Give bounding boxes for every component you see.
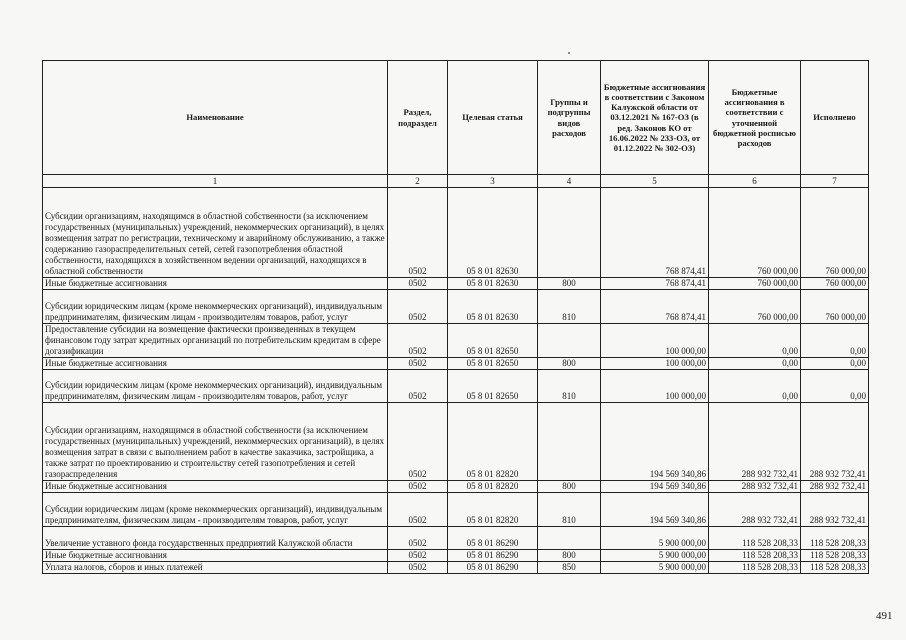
row-name: Субсидии организациям, находящимся в областной собственности (за исключением государственных (муниципальных) учреждений, некоммерческих организаций), в целях возмещения затрат по регистрации, техническому и аварийному обслуживанию, а также содержанию газораспределительных сетей, сетей газопотребления областной собственности, находящихся в хозяйственном ведении организаций, находящихся в областной собственности <box>43 188 388 278</box>
row-budget-law: 5 900 000,00 <box>601 527 709 550</box>
row-section: 0502 <box>388 550 448 562</box>
row-executed: 760 000,00 <box>801 290 869 324</box>
row-section: 0502 <box>388 403 448 481</box>
row-executed: 760 000,00 <box>801 278 869 290</box>
row-budget-law: 194 569 340,86 <box>601 481 709 493</box>
row-budget-refined: 288 932 732,41 <box>709 493 801 527</box>
table-row <box>43 370 869 403</box>
row-section: 0502 <box>388 290 448 324</box>
table-body <box>43 188 869 574</box>
table-row <box>43 403 869 481</box>
table-row <box>43 562 869 574</box>
table-row <box>43 188 869 278</box>
row-budget-refined: 760 000,00 <box>709 290 801 324</box>
row-group: 800 <box>538 550 601 562</box>
row-executed: 118 528 208,33 <box>801 562 869 574</box>
column-number: 3 <box>448 175 538 188</box>
row-name: Субсидии юридическим лицам (кроме некоммерческих организаций), индивидуальным предпринимателям, физическим лицам - производителям товаров, работ, услуг <box>43 370 388 403</box>
row-group: 800 <box>538 481 601 493</box>
header-section: Раздел, подраздел <box>388 61 448 175</box>
row-section: 0502 <box>388 481 448 493</box>
header-target: Целевая статья <box>448 61 538 175</box>
row-target: 05 8 01 82630 <box>448 278 538 290</box>
row-target: 05 8 01 82650 <box>448 370 538 403</box>
row-budget-refined: 118 528 208,33 <box>709 562 801 574</box>
header-row <box>43 61 869 175</box>
row-executed: 0,00 <box>801 358 869 370</box>
row-section: 0502 <box>388 324 448 358</box>
budget-table-sheet <box>42 60 868 574</box>
table-row <box>43 493 869 527</box>
row-executed: 0,00 <box>801 370 869 403</box>
row-budget-refined: 118 528 208,33 <box>709 550 801 562</box>
row-budget-refined: 118 528 208,33 <box>709 527 801 550</box>
row-section: 0502 <box>388 188 448 278</box>
row-section: 0502 <box>388 370 448 403</box>
row-executed: 288 932 732,41 <box>801 403 869 481</box>
row-name: Уплата налогов, сборов и иных платежей <box>43 562 388 574</box>
row-budget-refined: 288 932 732,41 <box>709 403 801 481</box>
row-name: Увеличение уставного фонда государственных предприятий Калужской области <box>43 527 388 550</box>
row-name: Иные бюджетные ассигнования <box>43 278 388 290</box>
row-executed: 118 528 208,33 <box>801 527 869 550</box>
row-section: 0502 <box>388 358 448 370</box>
row-group <box>538 324 601 358</box>
table-row <box>43 550 869 562</box>
column-number: 1 <box>43 175 388 188</box>
table-row <box>43 278 869 290</box>
row-target: 05 8 01 82820 <box>448 481 538 493</box>
row-target: 05 8 01 82650 <box>448 324 538 358</box>
row-group: 810 <box>538 370 601 403</box>
row-target: 05 8 01 82650 <box>448 358 538 370</box>
table-row <box>43 290 869 324</box>
row-group <box>538 403 601 481</box>
row-budget-law: 768 874,41 <box>601 290 709 324</box>
row-section: 0502 <box>388 562 448 574</box>
column-number: 4 <box>538 175 601 188</box>
row-section: 0502 <box>388 278 448 290</box>
row-target: 05 8 01 86290 <box>448 527 538 550</box>
header-executed: Исполнено <box>801 61 869 175</box>
budget-table <box>42 60 869 574</box>
row-budget-law: 194 569 340,86 <box>601 493 709 527</box>
row-executed: 760 000,00 <box>801 188 869 278</box>
column-number: 5 <box>601 175 709 188</box>
row-group: 810 <box>538 493 601 527</box>
table-row <box>43 324 869 358</box>
row-target: 05 8 01 86290 <box>448 562 538 574</box>
row-executed: 288 932 732,41 <box>801 481 869 493</box>
column-number: 2 <box>388 175 448 188</box>
row-budget-refined: 288 932 732,41 <box>709 481 801 493</box>
row-name: Субсидии юридическим лицам (кроме некоммерческих организаций), индивидуальным предпринимателям, физическим лицам - производителям товаров, работ, услуг <box>43 290 388 324</box>
header-budget-refined: Бюджетные ассигнования в соответствии с уточненной бюджетной росписью расходов <box>709 61 801 175</box>
column-number: 7 <box>801 175 869 188</box>
row-budget-refined: 0,00 <box>709 358 801 370</box>
row-group <box>538 527 601 550</box>
row-executed: 0,00 <box>801 324 869 358</box>
header-budget-law: Бюджетные ассигнования в соответствии с Законом Калужской области от 03.12.2021 № 167-ОЗ (в ред. Законов КО от 16.06.2022 № 233-ОЗ, от 01.12.2022 № 302-ОЗ) <box>601 61 709 175</box>
row-budget-law: 768 874,41 <box>601 188 709 278</box>
row-budget-law: 100 000,00 <box>601 324 709 358</box>
row-target: 05 8 01 82820 <box>448 493 538 527</box>
row-group: 850 <box>538 562 601 574</box>
row-target: 05 8 01 86290 <box>448 550 538 562</box>
row-name: Субсидии организациям, находящимся в областной собственности (за исключением государственных (муниципальных) учреждений, некоммерческих организаций), в целях возмещения затрат в связи с выполнением работ в качестве заказчика, застройщика, а также затрат по проектированию и строительству сетей газопотребления и сетей газораспределения <box>43 403 388 481</box>
row-name: Иные бюджетные ассигнования <box>43 550 388 562</box>
row-name: Субсидии юридическим лицам (кроме некоммерческих организаций), индивидуальным предпринимателям, физическим лицам - производителям товаров, работ, услуг <box>43 493 388 527</box>
row-budget-law: 5 900 000,00 <box>601 550 709 562</box>
row-executed: 288 932 732,41 <box>801 493 869 527</box>
row-budget-refined: 760 000,00 <box>709 278 801 290</box>
row-group: 800 <box>538 278 601 290</box>
row-group: 800 <box>538 358 601 370</box>
page-number: 491 <box>876 610 893 622</box>
row-budget-refined: 0,00 <box>709 324 801 358</box>
row-target: 05 8 01 82630 <box>448 290 538 324</box>
row-budget-law: 768 874,41 <box>601 278 709 290</box>
header-name: Наименование <box>43 61 388 175</box>
header-group: Группы и подгруппы видов расходов <box>538 61 601 175</box>
column-number: 6 <box>709 175 801 188</box>
row-budget-refined: 760 000,00 <box>709 188 801 278</box>
row-name: Предоставление субсидии на возмещение фактически произведенных в текущем финансовом году затрат кредитных организаций по потребительским кредитам в сфере догазификации <box>43 324 388 358</box>
table-row <box>43 481 869 493</box>
column-number-row <box>43 175 869 188</box>
row-target: 05 8 01 82820 <box>448 403 538 481</box>
row-budget-law: 100 000,00 <box>601 370 709 403</box>
scan-speck <box>568 52 570 54</box>
row-group: 810 <box>538 290 601 324</box>
row-executed: 118 528 208,33 <box>801 550 869 562</box>
row-budget-refined: 0,00 <box>709 370 801 403</box>
row-target: 05 8 01 82630 <box>448 188 538 278</box>
row-section: 0502 <box>388 527 448 550</box>
row-budget-law: 100 000,00 <box>601 358 709 370</box>
table-row <box>43 527 869 550</box>
row-name: Иные бюджетные ассигнования <box>43 481 388 493</box>
row-name: Иные бюджетные ассигнования <box>43 358 388 370</box>
row-group <box>538 188 601 278</box>
table-row <box>43 358 869 370</box>
row-budget-law: 194 569 340,86 <box>601 403 709 481</box>
row-budget-law: 5 900 000,00 <box>601 562 709 574</box>
row-section: 0502 <box>388 493 448 527</box>
